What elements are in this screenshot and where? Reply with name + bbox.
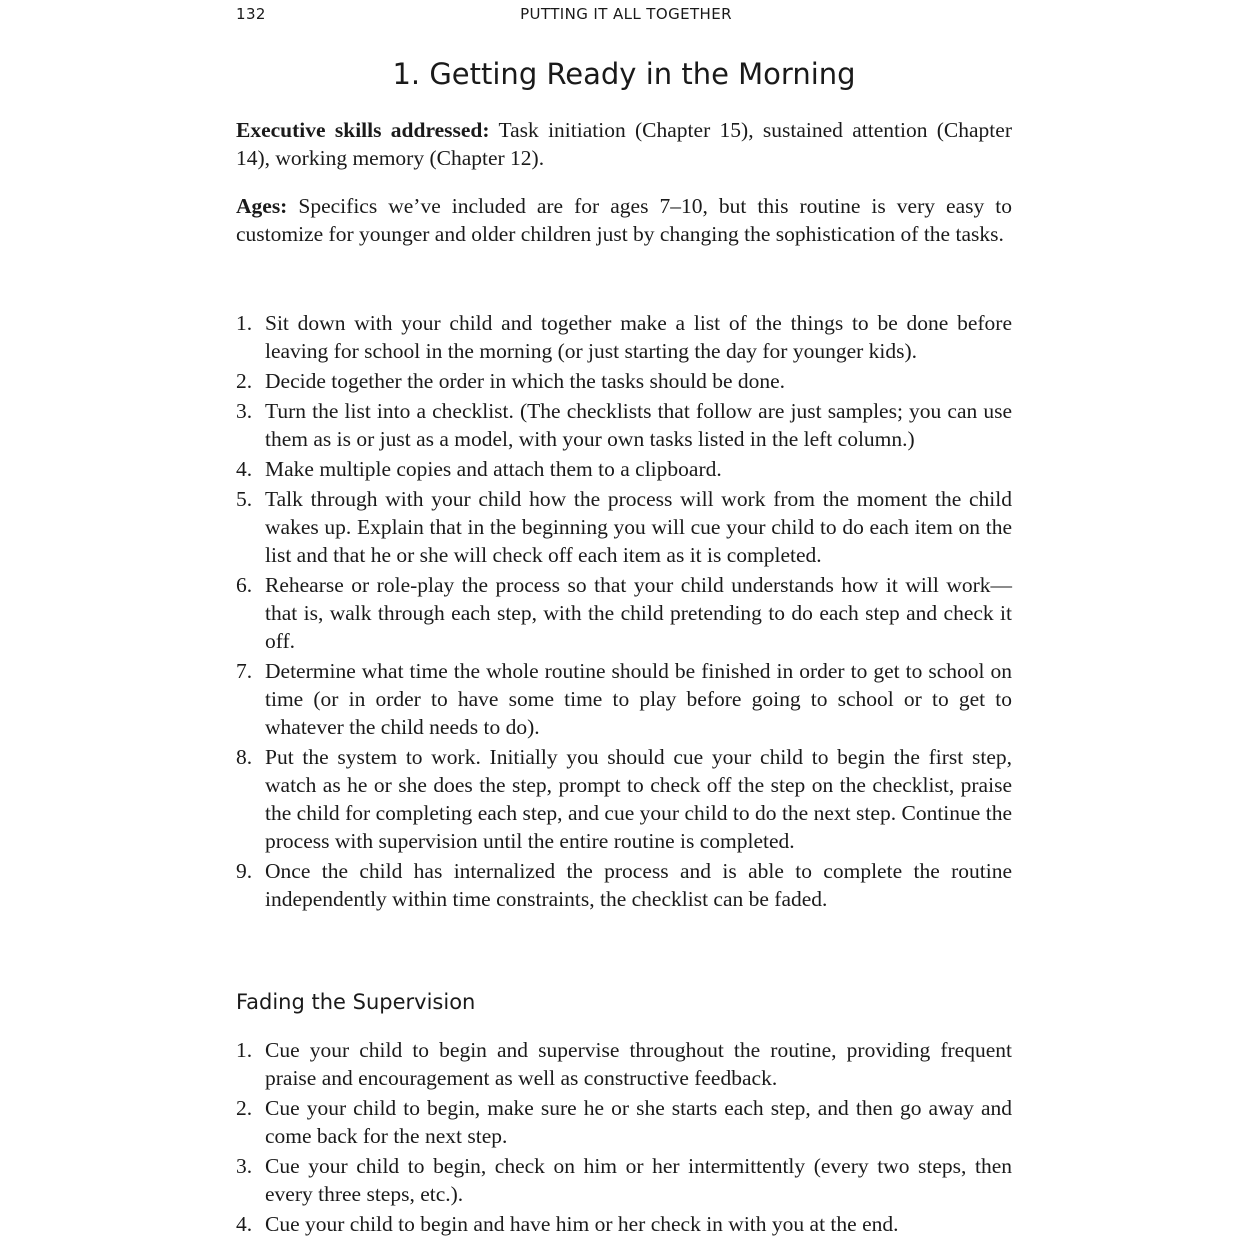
list-item bbox=[236, 1094, 1012, 1150]
list-item-text: Decide together the order in which the tasks should be done. bbox=[265, 369, 786, 393]
list-item-number: 9. bbox=[236, 859, 253, 883]
list-item bbox=[236, 455, 1012, 483]
list-item-number: 4. bbox=[236, 457, 253, 481]
list-item bbox=[236, 857, 1012, 913]
list-item-number: 6. bbox=[236, 573, 253, 597]
list-item-number: 3. bbox=[236, 1154, 253, 1178]
list-item bbox=[236, 367, 1012, 395]
section-heading-fading: Fading the Supervision bbox=[236, 990, 476, 1014]
list-item-text: Determine what time the whole routine should be finished in order to get to school on time (or in order to have some time to play before going to school or to get to whatever the child needs to do). bbox=[265, 659, 1012, 739]
list-item-number: 8. bbox=[236, 745, 253, 769]
list-item bbox=[236, 1036, 1012, 1092]
list-item bbox=[236, 397, 1012, 453]
list-item bbox=[236, 1210, 1012, 1238]
skills-paragraph bbox=[236, 116, 1012, 172]
list-item-text: Sit down with your child and together make a list of the things to be done before leaving for school in the morning (or just starting the day for younger kids). bbox=[265, 311, 1012, 363]
routine-steps-list bbox=[236, 309, 1012, 915]
list-item-text: Once the child has internalized the process and is able to complete the routine independently within time constraints, the checklist can be faded. bbox=[265, 859, 1012, 911]
list-item-text: Turn the list into a checklist. (The checklists that follow are just samples; you can use them as is or just as a model, with your own tasks listed in the left column.) bbox=[265, 399, 1012, 451]
list-item-text: Rehearse or role-play the process so that your child understands how it will work—that is, walk through each step, with the child pretending to do each step and check it off. bbox=[265, 573, 1012, 653]
list-item bbox=[236, 657, 1012, 741]
running-title: PUTTING IT ALL TOGETHER bbox=[520, 5, 732, 23]
ages-text: Specifics we’ve included are for ages 7–10, but this routine is very easy to customize for younger and older children just by changing the sophistication of the tasks. bbox=[236, 194, 1012, 246]
list-item-number: 1. bbox=[236, 311, 253, 335]
list-item bbox=[236, 1152, 1012, 1208]
list-item-text: Cue your child to begin, make sure he or she starts each step, and then go away and come back for the next step. bbox=[265, 1096, 1012, 1148]
list-item-number: 3. bbox=[236, 399, 253, 423]
running-header bbox=[236, 5, 1012, 27]
list-item-number: 4. bbox=[236, 1212, 253, 1236]
list-item-number: 2. bbox=[236, 369, 253, 393]
list-item-text: Put the system to work. Initially you should cue your child to begin the first step, watch as he or she does the step, prompt to check off the step on the checklist, praise the child for completing each step, and cue your child to do the next step. Continue the process with supervision until the entire routine is completed. bbox=[265, 745, 1012, 853]
fading-steps-list bbox=[236, 1036, 1012, 1240]
page-title: 1. Getting Ready in the Morning bbox=[392, 57, 856, 91]
list-item-text: Talk through with your child how the process will work from the moment the child wakes up. Explain that in the beginning you will cue your child to do each item on the list and that he or she will check off each item as it is completed. bbox=[265, 487, 1012, 567]
ages-paragraph bbox=[236, 192, 1012, 248]
list-item-text: Cue your child to begin and have him or her check in with you at the end. bbox=[265, 1212, 899, 1236]
list-item-number: 5. bbox=[236, 487, 253, 511]
page-number: 132 bbox=[236, 5, 266, 23]
book-page bbox=[236, 0, 1012, 1241]
list-item-text: Cue your child to begin, check on him or her intermittently (every two steps, then every three steps, etc.). bbox=[265, 1154, 1012, 1206]
list-item bbox=[236, 743, 1012, 855]
skills-text: Task initiation (Chapter 15), sustained attention (Chapter 14), working memory (Chapter 12). bbox=[236, 118, 1012, 170]
ages-label: Ages: bbox=[236, 194, 288, 218]
list-item-number: 2. bbox=[236, 1096, 253, 1120]
list-item bbox=[236, 571, 1012, 655]
list-item-number: 1. bbox=[236, 1038, 253, 1062]
list-item-text: Cue your child to begin and supervise throughout the routine, providing frequent praise and encouragement as well as constructive feedback. bbox=[265, 1038, 1012, 1090]
list-item-number: 7. bbox=[236, 659, 253, 683]
skills-label: Executive skills addressed: bbox=[236, 118, 490, 142]
list-item bbox=[236, 485, 1012, 569]
list-item-text: Make multiple copies and attach them to a clipboard. bbox=[265, 457, 722, 481]
list-item bbox=[236, 309, 1012, 365]
